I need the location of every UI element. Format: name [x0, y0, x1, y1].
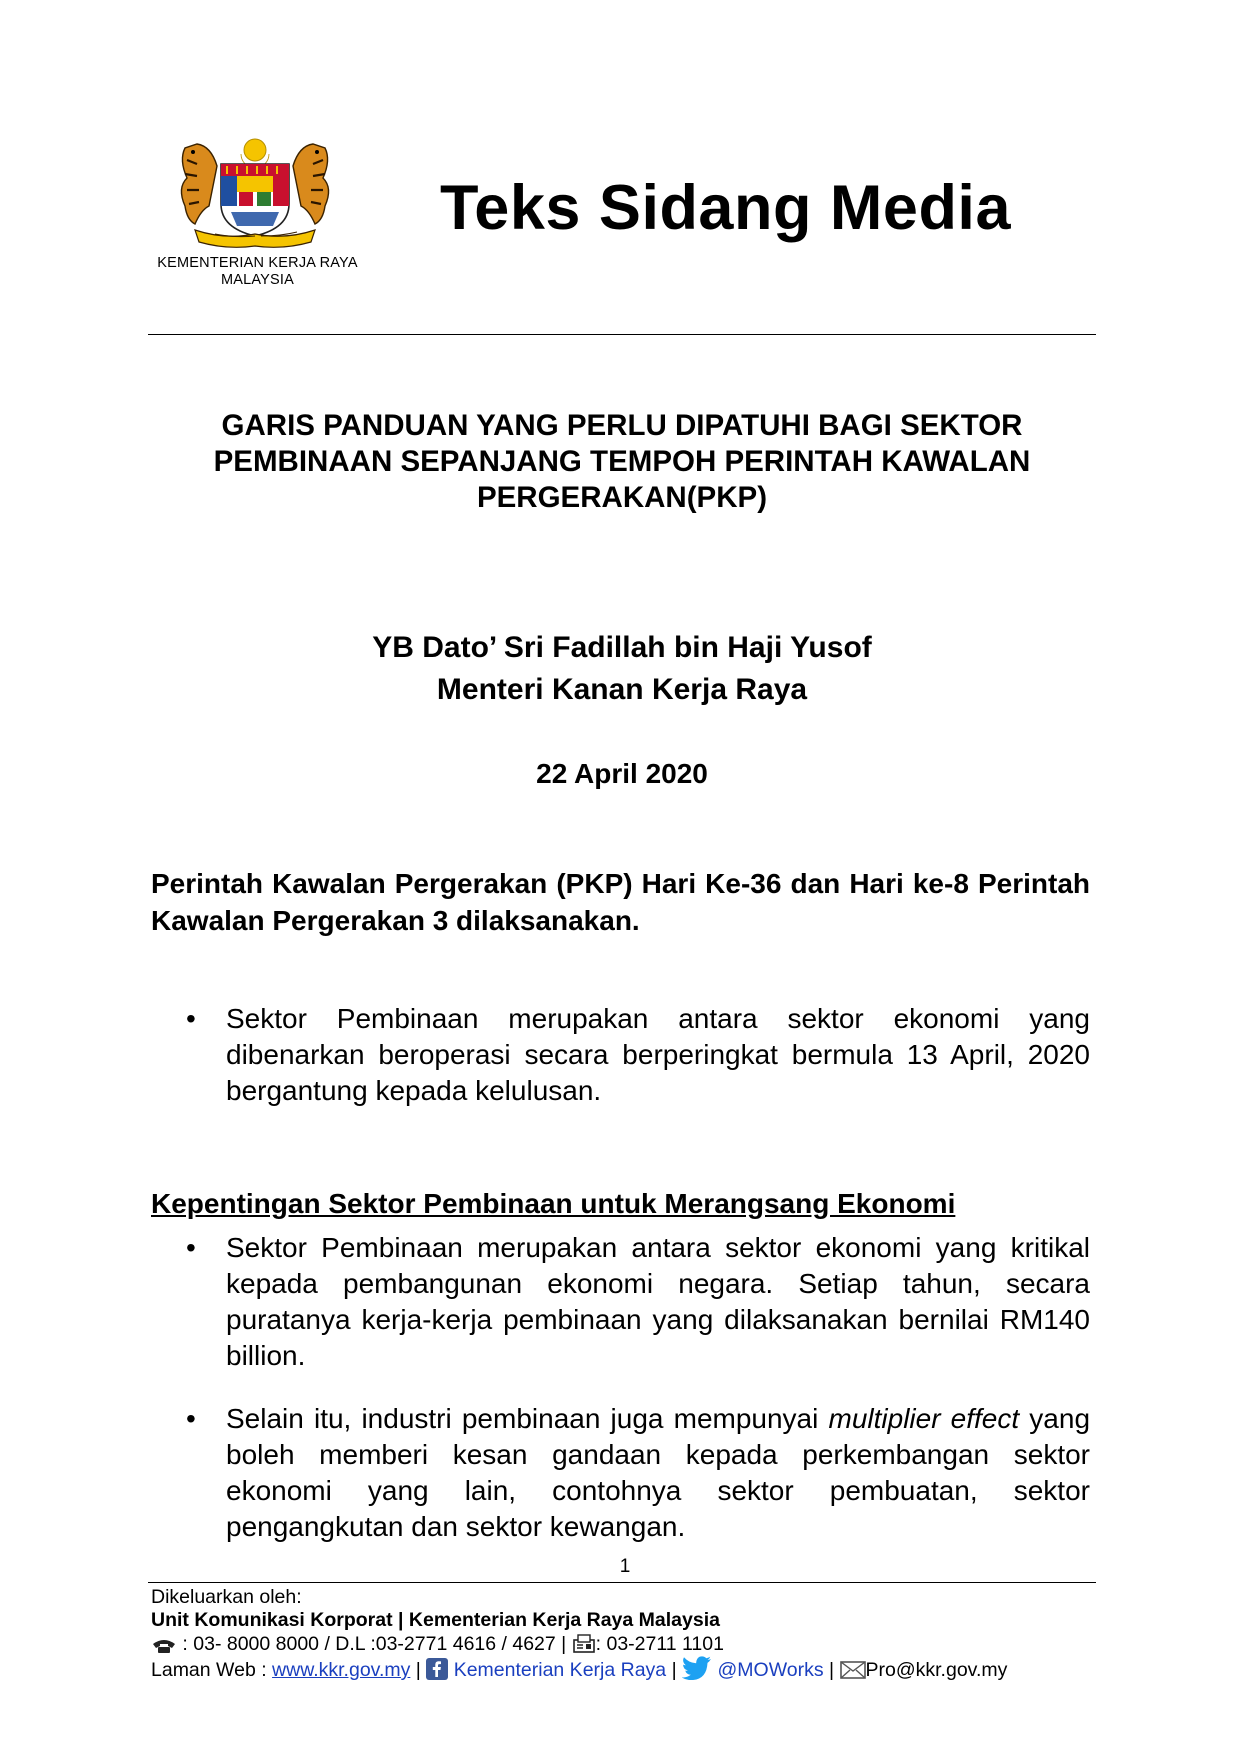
- footer-unit: Unit Komunikasi Korporat | Kementerian Kerja Raya Malaysia: [151, 1609, 720, 1631]
- list-item-text: Sektor Pembinaan merupakan antara sektor ekonomi yang kritikal kepada pembangunan ekonomi negara. Setiap tahun, secara puratanya kerja-kerja pembinaan yang dilaksanakan bernilai RM140 billion.: [226, 1232, 1090, 1371]
- footer-issued-by: Dikeluarkan oleh:: [151, 1586, 302, 1608]
- title-line-3: PERGERAKAN(PKP): [476, 481, 768, 514]
- website-link[interactable]: www.kkr.gov.my: [272, 1659, 411, 1681]
- list-item-text: [226, 1401, 1090, 1545]
- bullet-icon: •: [186, 1403, 196, 1434]
- list-item: [186, 1001, 1090, 1109]
- ministry-name-line2: MALAYSIA: [220, 272, 295, 288]
- list-item: [186, 1230, 1090, 1374]
- right-tiger-icon: [293, 144, 329, 224]
- speaker-block: [148, 627, 1096, 711]
- document-title: [148, 408, 1096, 516]
- press-date: 22 April 2020: [536, 758, 708, 789]
- list-item-text: Sektor Pembinaan merupakan antara sektor ekonomi yang dibenarkan beroperasi secara berperingkat bermula 13 April, 2020 bergantung kepada kelulusan.: [226, 1003, 1090, 1106]
- bullet-icon: •: [186, 1232, 196, 1263]
- ministry-name-line1: KEMENTERIAN KERJA RAYA: [157, 255, 358, 271]
- speaker-name: YB Dato’ Sri Fadillah bin Haji Yusof: [372, 631, 872, 664]
- email-icon[interactable]: [840, 1660, 866, 1686]
- list-item: [186, 1401, 1090, 1545]
- ministry-crest-logo: [165, 130, 345, 255]
- footer-web-line: [151, 1656, 1111, 1686]
- bullet-text-italic: multiplier effect: [828, 1403, 1020, 1434]
- facebook-link[interactable]: Kementerian Kerja Raya: [453, 1659, 667, 1681]
- lead-paragraph: Perintah Kawalan Pergerakan (PKP) Hari Ke-36 dan Hari ke-8 Perintah Kawalan Pergerakan 3 dilaksanakan.: [151, 868, 1090, 936]
- bullet-text-start: Selain itu, industri pembinaan juga mempunyai: [226, 1403, 829, 1434]
- footer-divider: [148, 1582, 1096, 1583]
- title-line-2: PEMBINAAN SEPANJANG TEMPOH PERINTAH KAWALAN: [213, 445, 1031, 478]
- twitter-icon[interactable]: [682, 1656, 712, 1686]
- bullet-icon: •: [186, 1003, 196, 1034]
- header-divider: [148, 334, 1096, 335]
- phone-numbers: : 03- 8000 8000 / D.L :03-2771 4616 / 4627 |: [177, 1633, 572, 1655]
- separator: |: [666, 1659, 683, 1681]
- separator: |: [410, 1659, 427, 1681]
- ministry-name: [120, 255, 395, 289]
- document-type-heading: Teks Sidang Media: [440, 173, 1011, 243]
- speaker-position: Menteri Kanan Kerja Raya: [436, 673, 808, 706]
- title-line-1: GARIS PANDUAN YANG PERLU DIPATUHI BAGI SEKTOR: [221, 409, 1023, 442]
- page-number: 1: [619, 1556, 631, 1577]
- fax-number: : 03-2711 1101: [595, 1633, 724, 1655]
- left-tiger-icon: [181, 144, 217, 224]
- separator: |: [823, 1659, 840, 1681]
- section-heading: Kepentingan Sektor Pembinaan untuk Merangsang Ekonomi: [151, 1188, 956, 1219]
- bullet-text-end: yang boleh memberi kesan gandaan kepada perkembangan sektor ekonomi yang lain, contohnya sektor pembuatan, sektor pengangkutan dan sektor kewangan.: [226, 1403, 1091, 1542]
- email-address[interactable]: Pro@kkr.gov.my: [865, 1659, 1008, 1681]
- facebook-icon[interactable]: [426, 1658, 448, 1686]
- twitter-handle[interactable]: @MOWorks: [717, 1659, 824, 1681]
- web-label: Laman Web :: [151, 1659, 273, 1681]
